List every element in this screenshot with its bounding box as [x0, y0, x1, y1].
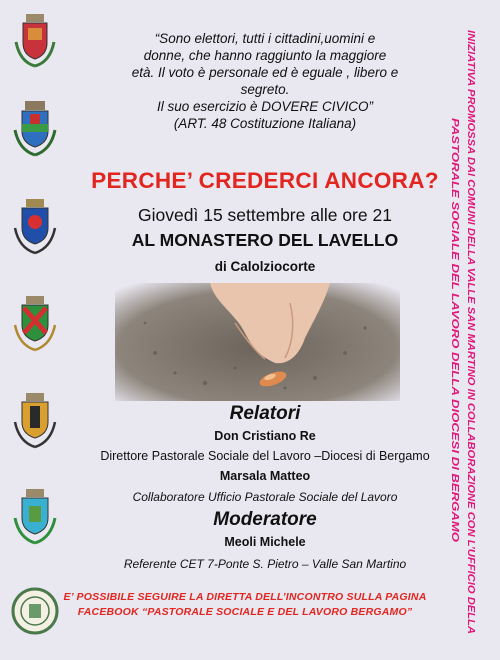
speaker-1-role: Direttore Pastorale Sociale del Lavoro –Diocesi di Bergamo	[100, 449, 430, 463]
crest-3-icon	[10, 198, 60, 256]
notice-line: FACEBOOK “PASTORALE SOCIALE E DEL LAVORO BERGAMO”	[77, 606, 413, 618]
constitution-quote	[100, 30, 430, 132]
event-date: Giovedì 15 settembre alle ore 21	[138, 205, 392, 225]
crest-1-icon	[10, 12, 60, 70]
seed-planting-photo	[115, 283, 400, 401]
speaker-1-name: Don Cristiano Re	[214, 429, 316, 443]
crest-4-icon	[10, 295, 60, 353]
quote-line: “Sono elettori, tutti i cittadini,uomini e	[154, 31, 376, 46]
moderator-role: Referente CET 7-Ponte S. Pietro – Valle San Martino	[123, 557, 407, 571]
speakers-title: Relatori	[229, 403, 301, 424]
side-text-line-1: INIZIATIVA PROMOSSA DAI COMUNI DELLA VALLE SAN MARTINO IN COLLABORAZIONE CON L’UFFICIO DELLA	[465, 30, 476, 591]
quote-line: donne, che hanno raggiunto la maggiore	[143, 48, 387, 63]
seal-icon	[10, 582, 60, 640]
quote-line: segreto.	[240, 82, 290, 97]
side-text-line-2: PASTORALE SOCIALE DEL LAVORO DELLA DIOCESI DI BERGAMO	[449, 118, 460, 454]
moderator-name: Meoli Michele	[224, 535, 306, 549]
quote-line: età. Il voto è personale ed è eguale , libero e	[131, 65, 399, 80]
quote-source: (ART. 48 Costituzione Italiana)	[173, 116, 357, 131]
crest-5-icon	[10, 392, 60, 450]
moderator-title: Moderatore	[213, 509, 317, 530]
crest-6-icon	[10, 488, 60, 546]
event-venue: AL MONASTERO DEL LAVELLO	[131, 230, 399, 250]
headline: PERCHE’ CREDERCI ANCORA?	[91, 168, 439, 193]
speaker-2-role: Collaboratore Ufficio Pastorale Sociale del Lavoro	[132, 490, 398, 504]
speaker-2-name: Marsala Matteo	[219, 469, 311, 483]
crest-2-icon	[10, 100, 60, 158]
quote-line: Il suo esercizio è DOVERE CIVICO”	[156, 99, 374, 114]
event-city: di Calolziocorte	[214, 259, 316, 274]
notice-line: E’ POSSIBILE SEGUIRE LA DIRETTA DELL’INCONTRO SULLA PAGINA	[63, 591, 427, 603]
side-banner	[440, 30, 484, 640]
livestream-notice	[60, 590, 430, 620]
